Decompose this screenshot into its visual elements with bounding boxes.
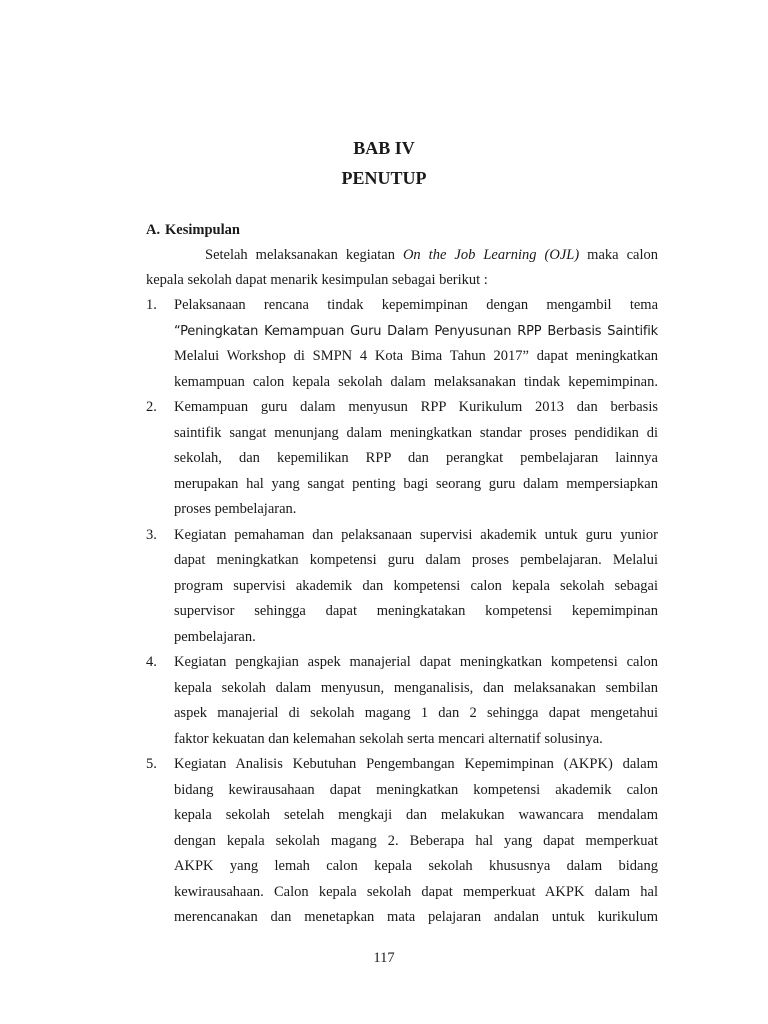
conclusion-list [146,293,658,931]
item-line: kemampuan calon kepala sekolah dalam melaksanakan tindak kepemimpinan. [174,373,658,390]
intro-line-1 [205,245,658,265]
intro-text-end: maka calon [579,247,658,263]
intro-text-italic: On the Job Learning (OJL) [402,247,580,263]
conclusion-item [146,752,658,931]
item-line: Kegiatan pengkajian aspek manajerial dapat meningkatkan kompetensi calon [174,654,658,670]
item-number: 3. [146,526,157,543]
item-line: merencanakan dan menetapkan mata pelajaran andalan untuk kurikulum [174,909,658,925]
item-line: kepala sekolah setelah mengkaji dan melakukan wawancara mendalam [174,807,658,823]
item-line: supervisor sehingga dapat meningkatakan kompetensi kepemimpinan [174,603,658,619]
page-number: 117 [373,950,395,966]
item-line: Kegiatan pemahaman dan pelaksanaan supervisi akademik untuk guru yunior [174,526,658,543]
item-line: dengan kepala sekolah magang 2. Beberapa hal yang dapat memperkuat [174,832,658,849]
item-line: program supervisi akademik dan kompetensi calon kepala sekolah sebagai [174,577,658,594]
item-line: pembelajaran. [174,628,256,645]
item-number: 2. [146,399,157,415]
intro-text-start: Setelah melaksanakan kegiatan [205,247,403,263]
item-line: kepala sekolah dalam menyusun, menganalisis, dan melaksanakan sembilan [174,679,658,696]
conclusion-item [146,395,658,523]
intro-line-2: kepala sekolah dapat menarik kesimpulan sebagai berikut : [146,272,488,288]
conclusion-item [146,293,658,395]
item-line: dapat meningkatkan kompetensi guru dalam proses pembelajaran. Melalui [174,552,658,568]
item-line: AKPK yang lemah calon kepala sekolah khususnya dalam bidang [174,858,658,874]
item-line: merupakan hal yang sangat penting bagi seorang guru dalam mempersiapkan [174,475,658,492]
conclusion-item [146,650,658,752]
item-line: bidang kewirausahaan dapat meningkatkan kompetensi akademik calon [174,781,658,798]
item-number: 4. [146,654,157,670]
item-number: 5. [146,756,157,772]
chapter-title: PENUTUP [341,168,427,188]
item-line: aspek manajerial di sekolah magang 1 dan 2 sehingga dapat mengetahui [174,705,658,721]
item-line: Pelaksanaan rencana tindak kepemimpinan dengan mengambil tema [174,297,658,313]
item-line: kewirausahaan. Calon kepala sekolah dapat memperkuat AKPK dalam hal [174,883,658,900]
item-line: faktor kekuatan dan kelemahan sekolah serta mencari alternatif solusinya. [174,730,603,747]
conclusion-item [146,523,658,651]
section-heading [146,220,240,240]
item-line: Melalui Workshop di SMPN 4 Kota Bima Tahun 2017” dapat meningkatkan [174,348,658,364]
item-number: 1. [146,297,157,313]
item-line: “Peningkatan Kemampuan Guru Dalam Penyusunan RPP Berbasis Saintifik [174,323,658,339]
item-line: sekolah, dan kepemilikan RPP dan perangkat pembelajaran lainnya [174,450,658,466]
item-line: Kemampuan guru dalam menyusun RPP Kurikulum 2013 dan berbasis [174,399,658,415]
item-line: Kegiatan Analisis Kebutuhan Pengembangan Kepemimpinan (AKPK) dalam [174,756,658,772]
item-line: saintifik sangat menunjang dalam meningkatkan standar proses pendidikan di [174,424,658,441]
chapter-number: BAB IV [353,138,415,158]
section-heading-text: Kesimpulan [165,222,240,238]
section-marker: A. [146,222,161,238]
item-line: proses pembelajaran. [174,501,297,517]
